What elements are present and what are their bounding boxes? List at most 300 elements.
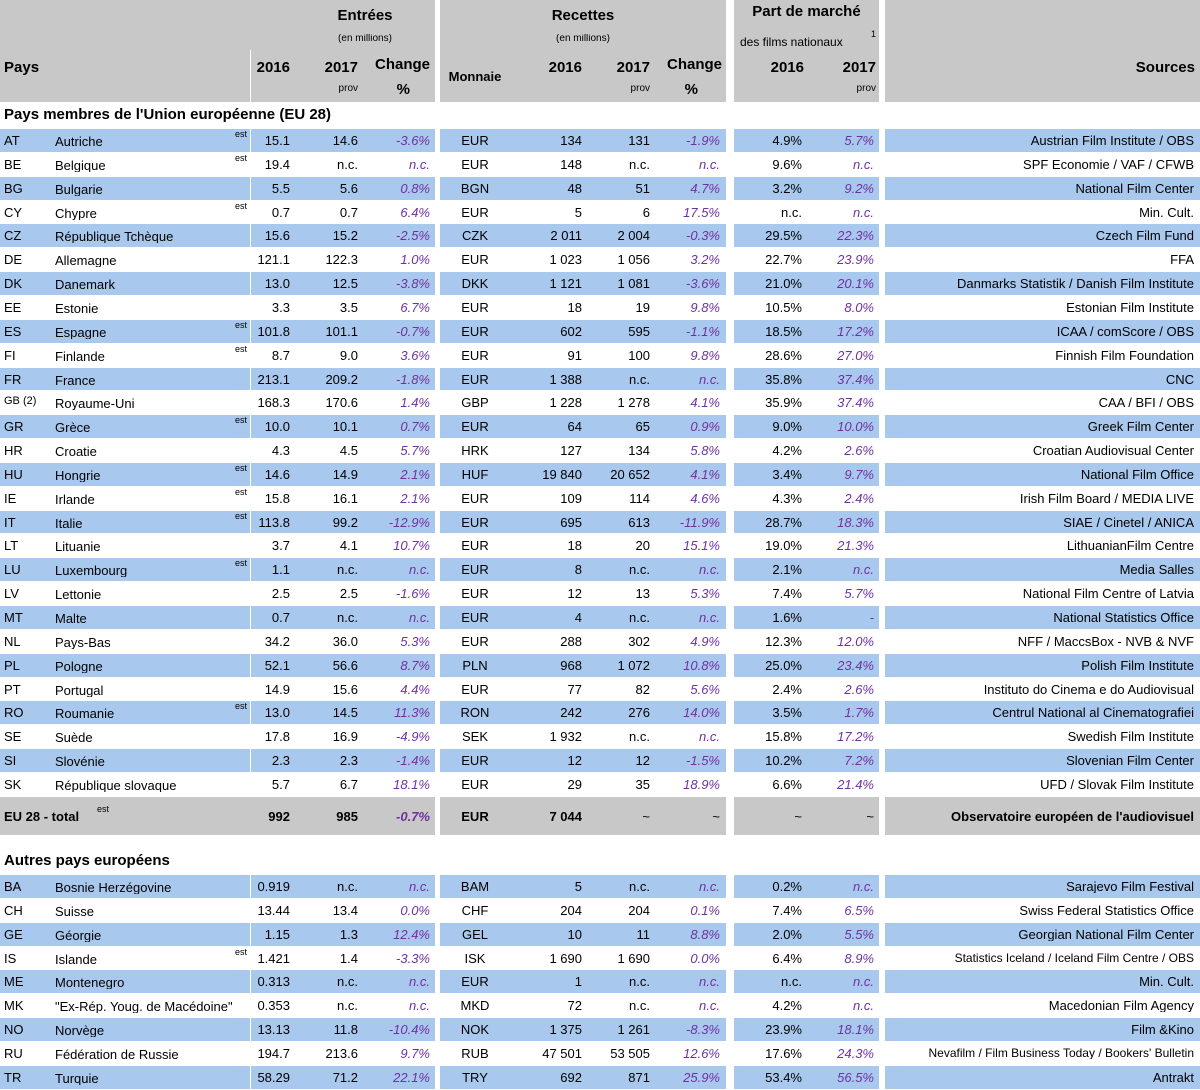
- recettes-2017: 204: [628, 904, 650, 917]
- recettes-change: 10.8%: [683, 659, 720, 672]
- country-code: GE: [4, 928, 23, 941]
- source: Statistics Iceland / Iceland Film Centre / OBS: [954, 952, 1194, 964]
- estimate-marker: est: [235, 464, 248, 473]
- entrees-2016: 3.7: [271, 539, 290, 552]
- part-2017: 10.0%: [837, 420, 874, 433]
- recettes-2016: 1 375: [549, 1023, 582, 1036]
- recettes-2017: 19: [635, 301, 650, 314]
- country-code: CY: [4, 206, 23, 219]
- entrees-change: 1.4%: [400, 396, 430, 409]
- currency: EUR: [461, 134, 489, 147]
- entrees-2017: 0.7: [339, 206, 358, 219]
- source: SIAE / Cinetel / ANICA: [1063, 516, 1194, 529]
- part-2016: 35.8%: [765, 373, 802, 386]
- country-code: LV: [4, 587, 19, 600]
- part-2016: 0.2%: [772, 880, 802, 893]
- entrees-2016: 52.1: [264, 659, 290, 672]
- recettes-2017: 302: [628, 635, 650, 648]
- recettes-2016: 29: [567, 778, 582, 791]
- recettes-change: 5.8%: [690, 444, 720, 457]
- recettes-2016: 5: [574, 206, 582, 219]
- recettes-2017: 1 261: [617, 1023, 650, 1036]
- recettes-2017: 613: [628, 516, 650, 529]
- currency: PLN: [462, 659, 488, 672]
- part-2016: 17.6%: [765, 1047, 802, 1060]
- country-name: Norvège: [55, 1024, 105, 1037]
- recettes-2017: 114: [629, 492, 650, 505]
- source: Film &Kino: [1131, 1023, 1194, 1036]
- country-name: Fédération de Russie: [55, 1048, 179, 1061]
- source: Centrul National al Cinematografiei: [992, 706, 1194, 719]
- recettes-2016: 204: [560, 904, 582, 917]
- recettes-2017: 276: [628, 706, 650, 719]
- part-2017: 5.7%: [844, 587, 874, 600]
- entrees-2016: 168.3: [257, 396, 290, 409]
- part-2016: 25.0%: [765, 659, 802, 672]
- recettes-change: n.c.: [699, 730, 720, 743]
- country-code: CZ: [4, 229, 22, 242]
- part-2017: 23.9%: [837, 253, 874, 266]
- part-2016: 19.0%: [765, 539, 802, 552]
- currency: EUR: [461, 158, 489, 171]
- currency: NOK: [460, 1023, 490, 1036]
- entrees-change: 9.7%: [400, 1047, 430, 1060]
- country-name: "Ex-Rép. Youg. de Macédoine": [55, 1000, 233, 1013]
- entrees-2017: 2.3: [339, 754, 358, 767]
- currency: EUR: [461, 325, 489, 338]
- source: Finnish Film Foundation: [1055, 349, 1194, 362]
- recettes-2017: n.c.: [629, 611, 650, 624]
- header-entrees-2017: 2017: [324, 60, 358, 75]
- country-name: Autriche: [55, 135, 103, 148]
- entrees-change: n.c.: [409, 999, 430, 1012]
- currency: CHF: [461, 904, 489, 917]
- recettes-change: n.c.: [699, 373, 720, 386]
- entrees-2016: 15.8: [264, 492, 290, 505]
- source: CAA / BFI / OBS: [1098, 396, 1194, 409]
- country-name: Danemark: [55, 278, 115, 291]
- part-2017: 1.7%: [844, 706, 874, 719]
- recettes-2017: 1 690: [617, 952, 650, 965]
- part-2016: 4.2%: [772, 999, 802, 1012]
- part-2016: 7.4%: [772, 587, 802, 600]
- source: FFA: [1170, 253, 1194, 266]
- recettes-change: 0.1%: [690, 904, 720, 917]
- country-name: Royaume-Uni: [55, 397, 135, 410]
- entrees-2017: 16.9: [332, 730, 358, 743]
- entrees-change: -3.8%: [396, 277, 430, 290]
- header-part-prov: prov: [856, 84, 876, 94]
- entrees-change: n.c.: [409, 158, 430, 171]
- entrees-2017: 16.1: [332, 492, 358, 505]
- country-name: Lettonie: [55, 588, 102, 601]
- part-2017: 8.9%: [844, 952, 874, 965]
- header-recettes-change: Change: [666, 57, 722, 72]
- header-part-subtitle: des films nationaux: [740, 36, 843, 48]
- entrees-change: 6.7%: [400, 301, 430, 314]
- entrees-2016: 5.5: [271, 182, 290, 195]
- estimate-marker: est: [235, 416, 248, 425]
- entrees-change: 8.7%: [400, 659, 430, 672]
- part-2017: n.c.: [853, 158, 874, 171]
- entrees-2017: 1.3: [339, 928, 358, 941]
- source: Nevafilm / Film Business Today / Bookers' Bulletin: [928, 1047, 1194, 1059]
- recettes-change: n.c.: [699, 880, 720, 893]
- entrees-2017: 71.2: [332, 1071, 358, 1084]
- entrees-2017: 4.1: [339, 539, 358, 552]
- recettes-2016: 1 023: [549, 253, 582, 266]
- source: National Statistics Office: [1053, 611, 1194, 624]
- part-2016: 21.0%: [765, 277, 802, 290]
- recettes-2016: 12: [567, 587, 582, 600]
- part-2017: 37.4%: [837, 396, 874, 409]
- currency: EUR: [461, 373, 489, 386]
- source: Estonian Film Institute: [1066, 301, 1194, 314]
- header-separator: [250, 50, 251, 102]
- entrees-2016: 13.13: [257, 1023, 290, 1036]
- header-recettes-2017: 2017: [616, 60, 650, 75]
- part-2017: 9.2%: [844, 182, 874, 195]
- part-2016: 10.5%: [765, 301, 802, 314]
- part-2017: n.c.: [853, 999, 874, 1012]
- country-code: FI: [4, 349, 16, 362]
- source: Swiss Federal Statistics Office: [1019, 904, 1194, 917]
- entrees-change: 6.4%: [400, 206, 430, 219]
- country-name: Espagne: [55, 326, 107, 339]
- header-entrees-pct: %: [396, 82, 410, 97]
- section-title-eu: Pays membres de l'Union européenne (EU 28): [4, 107, 331, 122]
- source: Slovenian Film Center: [1066, 754, 1194, 767]
- total-recettes-2017: ~: [642, 810, 650, 823]
- entrees-change: -1.4%: [396, 754, 430, 767]
- source: Irish Film Board / MEDIA LIVE: [1019, 492, 1194, 505]
- part-2017: 37.4%: [837, 373, 874, 386]
- header-pays: Pays: [4, 60, 40, 75]
- recettes-2017: 1 081: [617, 277, 650, 290]
- entrees-2017: 10.1: [332, 420, 358, 433]
- recettes-change: 9.8%: [690, 349, 720, 362]
- recettes-2017: 871: [628, 1071, 650, 1084]
- country-code: ES: [4, 325, 22, 338]
- recettes-2016: 8: [574, 563, 582, 576]
- country-name: Turquie: [55, 1072, 99, 1085]
- recettes-change: 5.6%: [690, 683, 720, 696]
- recettes-2017: 6: [642, 206, 650, 219]
- country-name: Portugal: [55, 684, 104, 697]
- recettes-2017: n.c.: [629, 563, 650, 576]
- source: SPF Economie / VAF / CFWB: [1023, 158, 1194, 171]
- total-recettes-change: ~: [712, 810, 720, 823]
- entrees-change: 18.1%: [393, 778, 430, 791]
- source: Sarajevo Film Festival: [1066, 880, 1194, 893]
- country-name: Lituanie: [55, 540, 101, 553]
- recettes-2016: 109: [560, 492, 582, 505]
- source: Min. Cult.: [1139, 206, 1194, 219]
- estimate-marker: est: [235, 948, 248, 957]
- part-2017: 21.4%: [837, 778, 874, 791]
- recettes-2016: 1 121: [549, 277, 582, 290]
- recettes-change: 12.6%: [683, 1047, 720, 1060]
- part-2017: 21.3%: [837, 539, 874, 552]
- total-currency: EUR: [461, 810, 489, 823]
- country-name: Bosnie Herzégovine: [55, 881, 172, 894]
- recettes-2017: 2 004: [617, 229, 650, 242]
- part-2016: 22.7%: [765, 253, 802, 266]
- country-name: France: [55, 374, 96, 387]
- header-part-2016: 2016: [770, 60, 804, 75]
- recettes-change: 4.1%: [690, 396, 720, 409]
- entrees-2017: 209.2: [325, 373, 358, 386]
- country-code: LU: [4, 563, 21, 576]
- source: Antrakt: [1152, 1071, 1194, 1084]
- country-name: Chypre: [55, 207, 97, 220]
- header-recettes-title: Recettes: [551, 8, 615, 23]
- entrees-2017: 9.0: [339, 349, 358, 362]
- country-name: Géorgie: [55, 929, 102, 942]
- currency: EUR: [461, 975, 489, 988]
- currency: SEK: [461, 730, 488, 743]
- country-name: République slovaque: [55, 779, 177, 792]
- source: National Film Center: [1075, 182, 1194, 195]
- country-name: Allemagne: [55, 254, 117, 267]
- source: Min. Cult.: [1139, 975, 1194, 988]
- entrees-change: -0.7%: [396, 325, 430, 338]
- part-2016: 9.0%: [772, 420, 802, 433]
- country-name: Malte: [55, 612, 87, 625]
- part-2017: 27.0%: [837, 349, 874, 362]
- recettes-change: -11.9%: [679, 516, 720, 529]
- entrees-2017: 12.5: [332, 277, 358, 290]
- entrees-2017: 11.8: [333, 1023, 358, 1036]
- entrees-change: 1.0%: [400, 253, 430, 266]
- part-2017: 18.3%: [837, 516, 874, 529]
- country-name: Pologne: [55, 660, 103, 673]
- country-name: Suède: [55, 731, 93, 744]
- country-code: FR: [4, 373, 22, 386]
- country-code: BA: [4, 880, 22, 893]
- entrees-change: 3.6%: [400, 349, 430, 362]
- entrees-2016: 13.0: [264, 277, 290, 290]
- country-name: Luxembourg: [55, 564, 128, 577]
- recettes-2017: 131: [628, 134, 650, 147]
- recettes-2016: 134: [560, 134, 582, 147]
- entrees-change: -1.8%: [396, 373, 430, 386]
- recettes-2016: 18: [567, 301, 582, 314]
- entrees-2017: 170.6: [325, 396, 358, 409]
- currency: CZK: [462, 229, 488, 242]
- recettes-2016: 2 011: [550, 229, 582, 242]
- recettes-2017: 65: [635, 420, 650, 433]
- part-2016: 4.2%: [772, 444, 802, 457]
- entrees-change: 12.4%: [393, 928, 430, 941]
- country-code: GR: [4, 420, 24, 433]
- entrees-2017: 101.1: [325, 325, 358, 338]
- source: Swedish Film Institute: [1067, 730, 1194, 743]
- estimate-marker: est: [235, 130, 248, 139]
- part-2017: n.c.: [853, 975, 874, 988]
- currency: EUR: [461, 611, 489, 624]
- entrees-2017: n.c.: [337, 611, 358, 624]
- entrees-change: 11.3%: [394, 706, 430, 719]
- recettes-2016: 12: [567, 754, 582, 767]
- currency: ISK: [464, 952, 486, 965]
- estimate-marker: est: [235, 512, 248, 521]
- currency: EUR: [461, 206, 489, 219]
- recettes-2017: 1 072: [617, 659, 650, 672]
- currency: EUR: [461, 563, 489, 576]
- entrees-2017: n.c.: [337, 999, 358, 1012]
- part-2017: 17.2%: [837, 730, 874, 743]
- header-entrees-2016: 2016: [256, 60, 290, 75]
- entrees-2016: 0.313: [257, 975, 290, 988]
- entrees-2017: 3.5: [339, 301, 358, 314]
- total-entrees-2016: 992: [268, 810, 290, 823]
- part-2016: 1.6%: [772, 611, 802, 624]
- recettes-2017: n.c.: [629, 158, 650, 171]
- estimate-marker: est: [235, 202, 248, 211]
- recettes-2016: 64: [567, 420, 582, 433]
- total-entrees-2017: 985: [336, 810, 358, 823]
- recettes-2016: 127: [560, 444, 582, 457]
- total-part-2017: ~: [866, 810, 874, 823]
- entrees-2017: 15.2: [332, 229, 358, 242]
- recettes-2016: 1: [574, 975, 582, 988]
- part-2016: 53.4%: [765, 1071, 802, 1084]
- recettes-2016: 242: [560, 706, 582, 719]
- recettes-change: 4.1%: [690, 468, 720, 481]
- entrees-2017: n.c.: [337, 975, 358, 988]
- entrees-2016: 1.15: [264, 928, 290, 941]
- part-2017: 6.5%: [844, 904, 874, 917]
- part-2016: 2.1%: [772, 563, 802, 576]
- currency: RON: [460, 706, 490, 719]
- source: Media Salles: [1119, 563, 1194, 576]
- source: Czech Film Fund: [1095, 229, 1194, 242]
- recettes-2017: n.c.: [629, 975, 650, 988]
- recettes-2016: 4: [574, 611, 582, 624]
- currency: RUB: [461, 1047, 489, 1060]
- currency: EUR: [461, 778, 489, 791]
- entrees-2016: 17.8: [264, 730, 290, 743]
- currency: EUR: [461, 253, 489, 266]
- entrees-2016: 10.0: [264, 420, 290, 433]
- currency: EUR: [461, 539, 489, 552]
- header-recettes-2016: 2016: [548, 60, 582, 75]
- part-2017: 22.3%: [837, 229, 874, 242]
- recettes-2017: n.c.: [629, 730, 650, 743]
- country-code: TR: [4, 1071, 22, 1084]
- country-name: Italie: [55, 517, 83, 530]
- recettes-2016: 47 501: [542, 1047, 582, 1060]
- currency: EUR: [461, 754, 489, 767]
- country-code: HU: [4, 468, 23, 481]
- recettes-2016: 10: [567, 928, 582, 941]
- recettes-2016: 692: [560, 1071, 582, 1084]
- recettes-change: -0.3%: [686, 229, 720, 242]
- entrees-2016: 0.353: [257, 999, 290, 1012]
- country-code: DK: [4, 277, 23, 290]
- entrees-change: n.c.: [409, 975, 430, 988]
- recettes-2016: 695: [560, 516, 582, 529]
- entrees-change: 5.7%: [400, 444, 430, 457]
- part-2016: 29.5%: [765, 229, 802, 242]
- recettes-2016: 91: [567, 349, 582, 362]
- country-code: BE: [4, 158, 22, 171]
- recettes-2017: n.c.: [629, 880, 650, 893]
- country-name: Pays-Bas: [55, 636, 111, 649]
- recettes-change: 25.9%: [683, 1071, 720, 1084]
- recettes-2017: n.c.: [629, 999, 650, 1012]
- part-2016: 9.6%: [772, 158, 802, 171]
- country-code: HR: [4, 444, 23, 457]
- part-2016: 3.4%: [772, 468, 802, 481]
- country-code: DE: [4, 253, 23, 266]
- part-2017: n.c.: [853, 563, 874, 576]
- part-2017: n.c.: [853, 206, 874, 219]
- entrees-2016: 0.7: [271, 206, 290, 219]
- currency: EUR: [461, 301, 489, 314]
- part-2016: 2.4%: [772, 683, 802, 696]
- part-2016: 23.9%: [765, 1023, 802, 1036]
- country-code: SE: [4, 730, 22, 743]
- recettes-2017: n.c.: [629, 373, 650, 386]
- entrees-2016: 113.8: [258, 516, 290, 529]
- recettes-2016: 5: [574, 880, 582, 893]
- country-code: IE: [4, 492, 17, 505]
- source: Polish Film Institute: [1081, 659, 1194, 672]
- part-2016: 28.6%: [765, 349, 802, 362]
- entrees-2016: 213.1: [257, 373, 290, 386]
- currency: TRY: [462, 1071, 488, 1084]
- recettes-change: 9.8%: [690, 301, 720, 314]
- country-name: Suisse: [55, 905, 95, 918]
- part-2016: 35.9%: [765, 396, 802, 409]
- country-code: PT: [4, 683, 21, 696]
- part-2016: 2.0%: [772, 928, 802, 941]
- currency: HUF: [461, 468, 489, 481]
- header-recettes-prov: prov: [630, 84, 650, 94]
- entrees-2016: 5.7: [271, 778, 290, 791]
- country-name: Irlande: [55, 493, 95, 506]
- country-name: Roumanie: [55, 707, 115, 720]
- recettes-2017: 51: [635, 182, 650, 195]
- country-name: République Tchèque: [55, 230, 174, 243]
- part-2016: 12.3%: [765, 635, 802, 648]
- part-2017: 23.4%: [837, 659, 874, 672]
- recettes-change: -8.3%: [686, 1023, 720, 1036]
- part-2017: 24.3%: [837, 1047, 874, 1060]
- entrees-2017: 1.4: [339, 952, 358, 965]
- entrees-change: 10.7%: [393, 539, 430, 552]
- source: Croatian Audiovisual Center: [1032, 444, 1194, 457]
- recettes-change: 0.0%: [690, 952, 720, 965]
- part-2016: 7.4%: [772, 904, 802, 917]
- entrees-2016: 4.3: [271, 444, 290, 457]
- country-name: Slovénie: [55, 755, 105, 768]
- currency: GEL: [461, 928, 488, 941]
- recettes-change: 5.3%: [690, 587, 720, 600]
- currency: EUR: [461, 516, 489, 529]
- entrees-2016: 14.9: [264, 683, 290, 696]
- recettes-2017: 53 505: [610, 1047, 650, 1060]
- country-code: AT: [4, 134, 20, 147]
- entrees-2017: 6.7: [339, 778, 358, 791]
- part-2017: n.c.: [853, 880, 874, 893]
- part-2016: 4.9%: [772, 134, 802, 147]
- part-2016: 18.5%: [765, 325, 802, 338]
- country-name: Hongrie: [55, 469, 101, 482]
- source: National Film Centre of Latvia: [1022, 587, 1194, 600]
